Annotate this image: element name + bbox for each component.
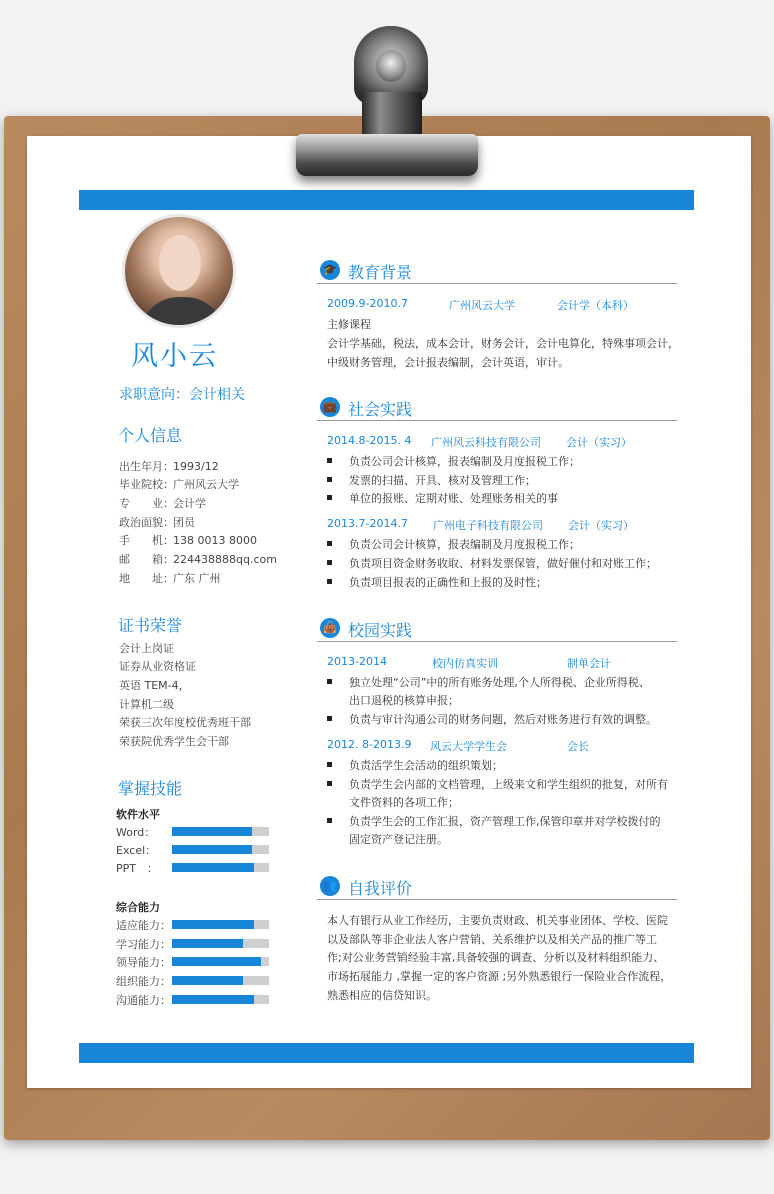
job-intent: 求职意向：会计相关 bbox=[119, 387, 245, 403]
skill-bar-fill bbox=[172, 939, 243, 948]
skill-bar-fill bbox=[172, 995, 254, 1004]
certificates-title: 证书荣誉 bbox=[118, 616, 183, 635]
avatar-shirt bbox=[139, 297, 225, 328]
info-row: 出生年月：1993/12 bbox=[119, 460, 219, 473]
graduation-cap-icon: 🎓 bbox=[320, 260, 340, 280]
course-line: 会计学基础，税法，成本会计，财务会计，会计电算化，特殊事项会计， bbox=[327, 337, 679, 350]
info-row: 地 址：广东 广州 bbox=[119, 572, 221, 585]
self-eval-line: 作;对公业务营销经验丰富,具备较强的调查、分析以及材料组织能力、 bbox=[327, 951, 665, 964]
top-accent-bar bbox=[79, 190, 694, 210]
cert-item: 证券从业资格证 bbox=[119, 660, 196, 673]
skill-bar-track bbox=[172, 920, 269, 929]
avatar-face bbox=[159, 235, 201, 291]
self-eval-header: 👥 自我评价 bbox=[317, 874, 677, 900]
self-eval-line: 以及部队等非企业法人客户营销、关系维护以及相关产品的推广等工 bbox=[327, 933, 657, 946]
info-row: 邮 箱：224438888qq.com bbox=[119, 553, 277, 566]
cert-item: 荣获三次年度校优秀班干部 bbox=[119, 716, 251, 729]
bottom-accent-bar bbox=[79, 1043, 694, 1063]
briefcase-icon: 💼 bbox=[320, 397, 340, 417]
bag-icon: 👜 bbox=[320, 618, 340, 638]
info-row: 手 机：138 0013 8000 bbox=[119, 534, 257, 547]
skill-bar-fill bbox=[172, 957, 261, 966]
course-line: 中级财务管理，会计报表编制，会计英语，审计。 bbox=[327, 356, 569, 369]
binder-clip-base bbox=[296, 134, 478, 176]
skill-bar-fill bbox=[172, 827, 252, 836]
info-row: 毕业院校：广州风云大学 bbox=[119, 478, 239, 491]
skill-bar-track bbox=[172, 939, 269, 948]
skill-bar-fill bbox=[172, 976, 243, 985]
cert-item: 英语 TEM-4， bbox=[119, 679, 190, 692]
self-eval-line: 市场拓展能力 ,掌握一定的客户资源 ;另外熟悉银行一保险业合作流程， bbox=[327, 970, 672, 983]
self-eval-line: 本人有银行从业工作经历，主要负责财政、机关事业团体、学校、医院 bbox=[327, 914, 668, 927]
ability-title: 综合能力 bbox=[116, 901, 160, 914]
skill-bar-fill bbox=[172, 845, 252, 854]
course-label: 主修课程 bbox=[327, 318, 371, 331]
software-title: 软件水平 bbox=[116, 808, 160, 821]
cert-item: 计算机二级 bbox=[119, 698, 174, 711]
skill-bar-track bbox=[172, 827, 269, 836]
skills-title: 掌握技能 bbox=[118, 779, 183, 798]
candidate-name: 风小云 bbox=[131, 341, 218, 372]
people-icon: 👥 bbox=[320, 876, 340, 896]
skill-bar-track bbox=[172, 845, 269, 854]
skill-bar-track bbox=[172, 957, 269, 966]
skill-bar-track bbox=[172, 995, 269, 1004]
education-header: 🎓 教育背景 bbox=[317, 258, 677, 284]
skill-bar-track bbox=[172, 863, 269, 872]
resume-paper: 风小云 求职意向：会计相关 个人信息 出生年月：1993/12 毕业院校：广州风云大学 专 业：会计学 政治面貌：团员 手 机：138 0013 8000 邮 箱：224438888qq.com 地 址：广东 广州 证书荣誉 会计上岗证 证券从业资格证 英语 TEM-4， 计算机二级 荣获三次年度校优秀班干部 荣获院优秀学生会干部 掌握技能 软件水平 Word： Excel： PPT ： 综合能力 适应能力： 学习能力： 领导能力： 组织能力： 沟通能力： 🎓 教育背景 2009.9-2010.7 广州风云大学 会计学（本科） 主修课程 会计学基础，税法，成本会计，财务会计，会计电算化，特殊事项会计， 中级财务管理，会计报表编制，会计英语，审计。 💼 社会实践 2014.8-2015. 4 广州风云科技有限公司 会计（实习） 负责公司会计核算，报表编制及月度报税工作； 发票的扫描、开具、核对及管理工作； 单位的报账、定期对账、处理账务相关的事 2013.7-2014.7 广州电子科技有限公司 会计（实习） 负责公司会计核算，报表编制及月度报税工作； 负责项目资金财务收取、材料发票保管，做好催付和对账工作； 负责项目报表的正确性和上报的及时性； 👜 校园实践 2013-2014 校内仿真实训 制单会计 独立处理“公司”中的所有账务处理,个人所得税、企业所得税、 出口退税的核算申报； 负责与审计沟通公司的财务问题，然后对账务进行有效的调整。 2012. 8-2013.9 风云大学学生会 会长 负责活学生会活动的组织策划； 负责学生会内部的文档管理，上级来文和学生组织的批复，对所有 文件资料的各项工作； 负责学生会的工作汇报，资产管理工作,保管印章并对学校拨付的 固定资产登记注册。 👥 自我评价 本人有银行从业工作经历，主要负责财政、机关事业团体、学校、医院 以及部队等非企业法人客户营销、关系维护以及相关产品的推广等工 作;对公业务营销经验丰富,具备较强的调查、分析以及材料组织能力、 市场拓展能力 ,掌握一定的客户资源 ;另外熟悉银行一保险业合作流程， 熟悉相应的信贷知识。 bbox=[27, 136, 751, 1088]
cert-item: 会计上岗证 bbox=[119, 642, 174, 655]
cert-item: 荣获院优秀学生会干部 bbox=[119, 735, 229, 748]
personal-info-title: 个人信息 bbox=[118, 426, 183, 445]
campus-practice-header: 👜 校园实践 bbox=[317, 616, 677, 642]
skill-bar-fill bbox=[172, 863, 254, 872]
social-practice-header: 💼 社会实践 bbox=[317, 395, 677, 421]
skill-bar-fill bbox=[172, 920, 254, 929]
info-row: 政治面貌：团员 bbox=[119, 516, 195, 529]
binder-clip-neck bbox=[362, 92, 422, 140]
avatar bbox=[122, 214, 236, 328]
info-row: 专 业：会计学 bbox=[119, 497, 206, 510]
binder-clip-hole bbox=[376, 50, 406, 82]
self-eval-line: 熟悉相应的信贷知识。 bbox=[327, 989, 437, 1002]
skill-bar-track bbox=[172, 976, 269, 985]
